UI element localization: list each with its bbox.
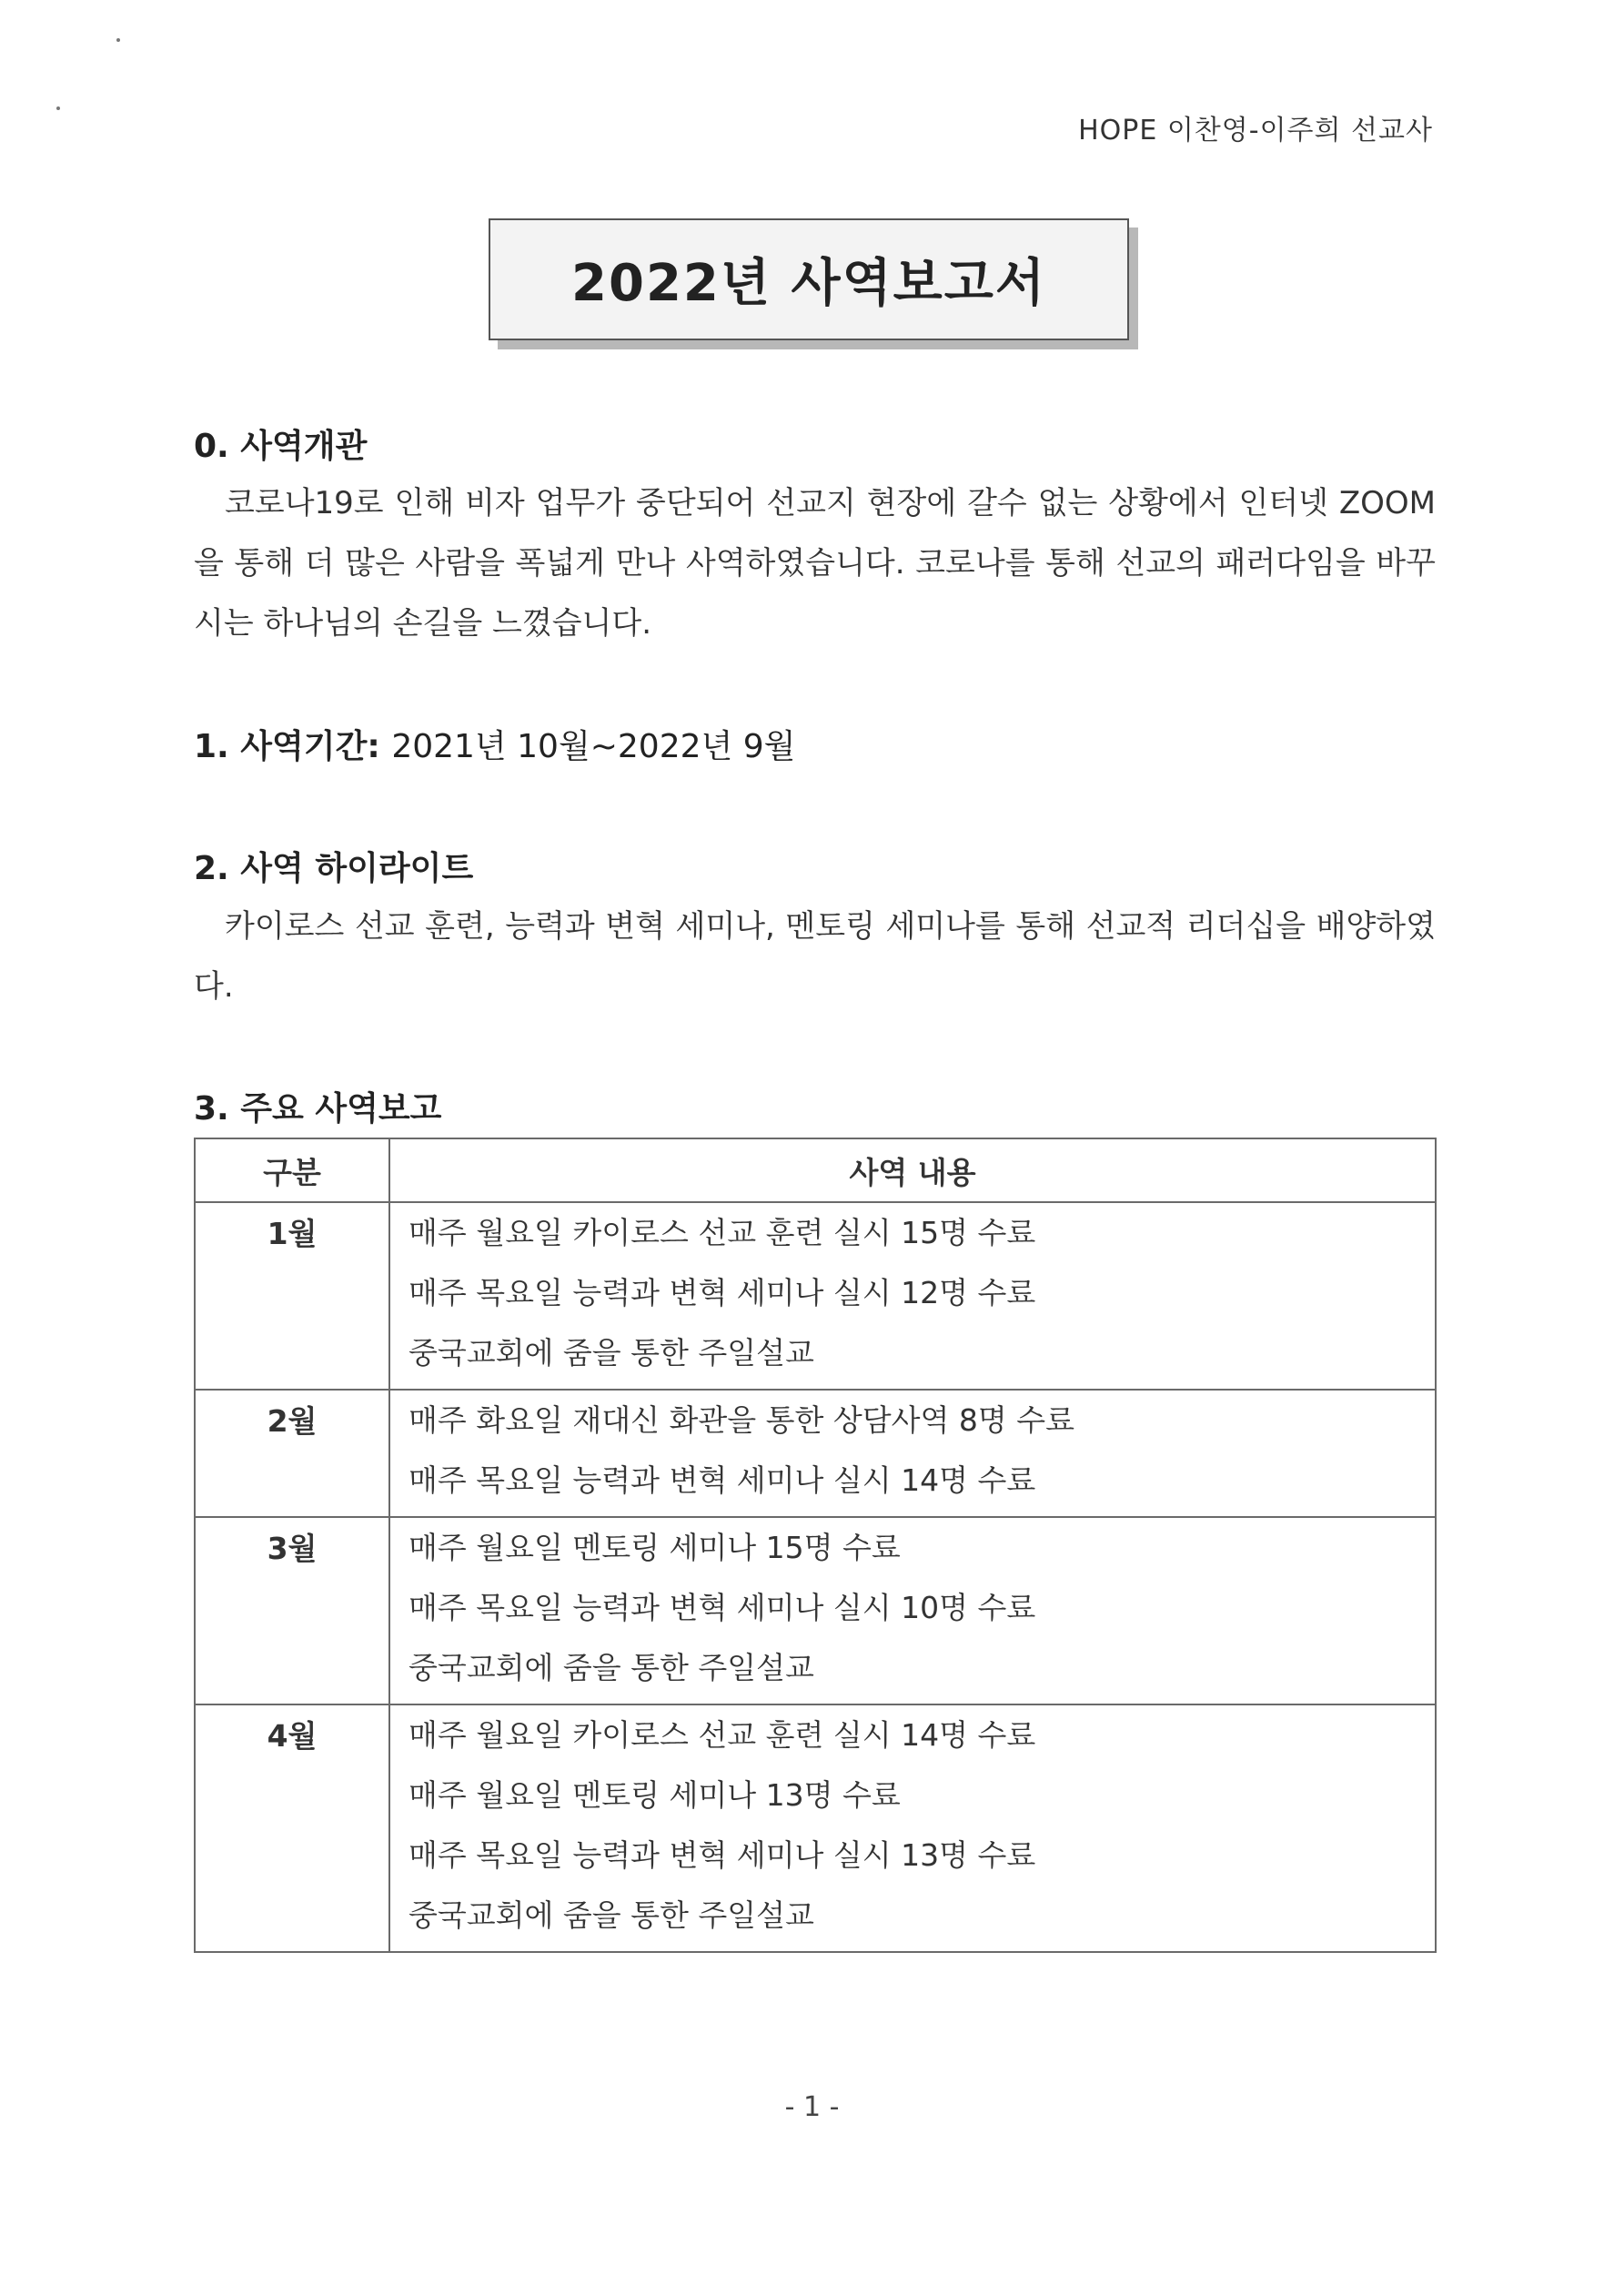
period-heading bbox=[194, 721, 795, 767]
items-cell bbox=[389, 1390, 1436, 1517]
month-cell: 3월 bbox=[195, 1517, 389, 1704]
item-line: 매주 월요일 카이로스 선교 훈련 실시 15명 수료 bbox=[409, 1215, 1036, 1250]
item-line: 매주 월요일 멘토링 세미나 15명 수료 bbox=[409, 1530, 901, 1565]
item-line: 중국교회에 줌을 통한 주일설교 bbox=[409, 1335, 814, 1371]
table-row bbox=[195, 1517, 1436, 1704]
item-line: 매주 화요일 재대신 화관을 통한 상담사역 8명 수료 bbox=[409, 1402, 1074, 1438]
author-header: HOPE 이찬영-이주희 선교사 bbox=[1078, 115, 1433, 147]
overview-heading: 0. 사역개관 bbox=[194, 428, 368, 465]
highlight-text: 카이로스 선교 훈련, 능력과 변혁 세미나, 멘토링 세미나를 통해 선교적 리더십을 배양하였다. bbox=[194, 908, 1436, 1005]
month-cell: 4월 bbox=[195, 1704, 389, 1952]
report-heading: 3. 주요 사역보고 bbox=[194, 1090, 442, 1128]
item-line: 매주 목요일 능력과 변혁 세미나 실시 12명 수료 bbox=[409, 1275, 1036, 1310]
item-line: 매주 월요일 멘토링 세미나 13명 수료 bbox=[409, 1777, 901, 1813]
table-row bbox=[195, 1202, 1436, 1390]
scan-speck bbox=[116, 38, 120, 42]
item-line: 매주 월요일 카이로스 선교 훈련 실시 14명 수료 bbox=[409, 1717, 1036, 1753]
overview-text: 코로나19로 인해 비자 업무가 중단되어 선교지 현장에 갈수 없는 상황에서 인터넷 ZOOM을 통해 더 많은 사람을 폭넓게 만나 사역하였습니다. 코로나를 통해 선교의 패러다임을 바꾸시는 하나님의 손길을 느꼈습니다. bbox=[194, 485, 1436, 642]
column-header-content: 사역 내용 bbox=[389, 1138, 1436, 1202]
item-line: 매주 목요일 능력과 변혁 세미나 실시 10명 수료 bbox=[409, 1590, 1036, 1625]
items-cell bbox=[389, 1517, 1436, 1704]
table-row bbox=[195, 1390, 1436, 1517]
page-number: - 1 - bbox=[784, 2091, 840, 2123]
items-cell bbox=[389, 1202, 1436, 1390]
title-box bbox=[489, 218, 1129, 340]
table-row bbox=[195, 1704, 1436, 1952]
month-cell: 2월 bbox=[195, 1390, 389, 1517]
period-label: 1. 사역기간: bbox=[194, 728, 380, 765]
item-line: 매주 목요일 능력과 변혁 세미나 실시 13명 수료 bbox=[409, 1837, 1036, 1873]
highlight-heading: 2. 사역 하이라이트 bbox=[194, 850, 474, 887]
scan-speck bbox=[56, 106, 60, 110]
items-cell bbox=[389, 1704, 1436, 1952]
month-cell: 1월 bbox=[195, 1202, 389, 1390]
period-value: 2021년 10월~2022년 9월 bbox=[391, 728, 796, 765]
item-line: 매주 목요일 능력과 변혁 세미나 실시 14명 수료 bbox=[409, 1462, 1036, 1498]
table-header-row bbox=[195, 1138, 1436, 1202]
item-line: 중국교회에 줌을 통한 주일설교 bbox=[409, 1650, 814, 1685]
report-table bbox=[194, 1138, 1437, 1953]
item-line: 중국교회에 줌을 통한 주일설교 bbox=[409, 1897, 814, 1933]
page-title: 2022년 사역보고서 bbox=[571, 254, 1046, 313]
column-header-category: 구분 bbox=[195, 1138, 389, 1202]
